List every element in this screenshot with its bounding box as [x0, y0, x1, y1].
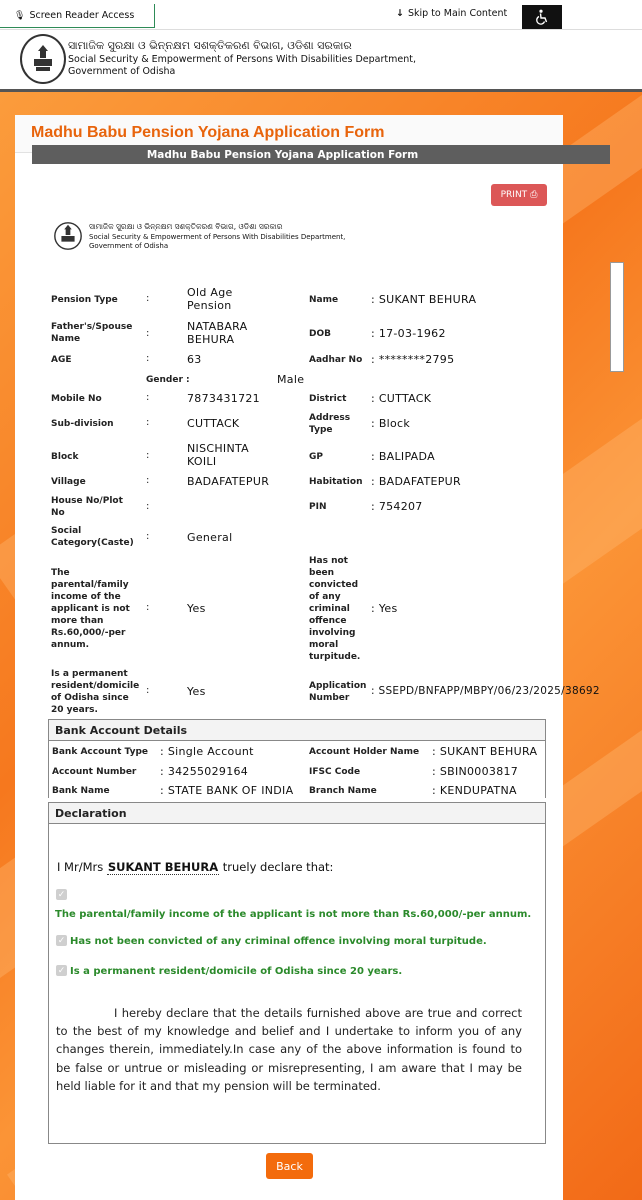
address-type-label: Address Type	[309, 413, 351, 435]
subdivision-value: CUTTACK	[187, 417, 240, 430]
declaration-text-1: The parental/family income of the applicant is not more than Rs.60,000/-per annum.	[55, 909, 532, 920]
gp-value: : BALIPADA	[371, 450, 435, 463]
printer-icon: ⎙	[530, 190, 538, 200]
pension-type-label: Pension Type	[51, 295, 118, 305]
father-name-value: NATABARA BEHURA	[187, 320, 248, 346]
pin-value: : 754207	[371, 500, 423, 513]
district-value: : CUTTACK	[371, 392, 432, 405]
declarant-name: SUKANT BEHURA	[107, 860, 219, 874]
father-name-label: Father's/Spouse Name	[51, 322, 133, 344]
age-value: 63	[187, 353, 202, 366]
gender-label: Gender :	[146, 375, 190, 385]
age-label: AGE	[51, 355, 72, 365]
ifsc-label: IFSC Code	[309, 767, 361, 777]
criminal-value: : Yes	[371, 602, 398, 615]
form-emblem-logo	[53, 220, 89, 256]
resident-label: Is a permanent resident/domicile of Odisha since 20 years.	[51, 669, 140, 715]
form-header: Madhu Babu Pension Yojana Application Form	[32, 145, 610, 164]
pin-label: PIN	[309, 502, 327, 512]
bank-account-type-value: : Single Account	[160, 745, 254, 758]
dob-label: DOB	[309, 329, 331, 339]
form-dept-odia: ସାମାଜିକ ସୁରକ୍ଷା ଓ ଭିନ୍ନକ୍ଷମ ସଶକ୍ତିକରଣ ବିଭାଗ, ଓଡିଶା ସରକାର	[89, 222, 283, 231]
resident-value: Yes	[187, 685, 206, 698]
block-label: Block	[51, 452, 79, 462]
application-number-value: : SSEPD/BNFAPP/MBPY/06/23/2025/38692	[371, 685, 600, 697]
scrollbar[interactable]	[610, 262, 624, 372]
declaration-text-3: Is a permanent resident/domicile of Odisha since 20 years.	[70, 966, 403, 977]
screen-reader-link[interactable]: 🎙 Screen Reader Access	[0, 4, 155, 28]
pension-type-value: Old Age Pension	[187, 286, 233, 312]
declaration-checkbox-2[interactable]: ✓	[57, 935, 66, 946]
village-value: BADAFATEPUR	[187, 475, 270, 488]
bank-section-title: Bank Account Details	[48, 719, 546, 741]
aadhar-label: Aadhar No	[309, 355, 363, 365]
declaration-section-title: Declaration	[48, 802, 546, 824]
accessibility-bar	[0, 0, 642, 30]
branch-name-value: : KENDUPATNA	[432, 784, 517, 797]
account-number-value: : 34255029164	[160, 765, 249, 778]
application-number-label: Application Number	[309, 681, 367, 703]
caste-label: Social Category(Caste)	[51, 526, 134, 548]
department-header	[0, 30, 642, 92]
account-number-label: Account Number	[52, 767, 137, 777]
gender-value: Male	[277, 373, 305, 386]
income-label: The parental/family income of the applicant is not more than Rs.60,000/-per annum.	[51, 568, 130, 650]
department-name-english: Social Security & Empowerment of Persons With Disabilities Department, Government of Odisha	[68, 54, 416, 77]
criminal-label: Has not been convicted of any criminal offence involving moral turpitude.	[309, 556, 361, 662]
village-label: Village	[51, 477, 86, 487]
declaration-intro: I Mr/Mrs SUKANT BEHURA truely declare that:	[57, 860, 334, 874]
form-dept-english: Social Security & Empowerment of Persons With Disabilities Department, Government of Odisha	[89, 233, 346, 250]
ifsc-value: : SBIN0003817	[432, 765, 519, 778]
house-no-label: House No/Plot No	[51, 496, 123, 518]
department-name-odia: ସାମାଜିକ ସୁରକ୍ଷା ଓ ଭିନ୍ନକ୍ଷମ ସଶକ୍ତିକରଣ ବିଭାଗ, ଓଡିଶା ସରକାର	[68, 39, 352, 52]
declaration-checkbox-1[interactable]: ✓	[57, 889, 66, 900]
odisha-emblem-logo	[20, 34, 66, 84]
district-label: District	[309, 394, 347, 404]
subdivision-label: Sub-division	[51, 419, 114, 429]
account-holder-label: Account Holder Name	[309, 747, 420, 757]
name-label: Name	[309, 295, 339, 305]
caste-value: General	[187, 531, 233, 544]
block-value: NISCHINTA KOILI	[187, 442, 249, 468]
declaration-checkbox-3[interactable]: ✓	[57, 965, 66, 976]
aadhar-value: : ********2795	[371, 353, 455, 366]
account-holder-value: : SUKANT BEHURA	[432, 745, 538, 758]
income-value: Yes	[187, 602, 206, 615]
address-type-value: : Block	[371, 417, 411, 430]
skip-to-main-link[interactable]: ↓ Skip to Main Content	[396, 8, 508, 19]
dob-value: : 17-03-1962	[371, 327, 446, 340]
bank-account-type-label: Bank Account Type	[52, 747, 149, 757]
mobile-value: 7873431721	[187, 392, 260, 405]
branch-name-label: Branch Name	[309, 786, 377, 796]
bank-name-label: Bank Name	[52, 786, 110, 796]
habitation-label: Habitation	[309, 477, 363, 487]
page-title: Madhu Babu Pension Yojana Application Form	[15, 115, 563, 153]
microphone-icon: 🎙	[14, 10, 26, 21]
habitation-value: : BADAFATEPUR	[371, 475, 461, 488]
print-button[interactable]: PRINT ⎙	[491, 184, 547, 206]
arrow-down-icon: ↓	[396, 8, 404, 19]
wheelchair-icon	[534, 9, 550, 25]
back-button[interactable]: Back	[266, 1153, 313, 1179]
accessibility-button[interactable]	[522, 5, 562, 29]
bank-name-value: : STATE BANK OF INDIA	[160, 784, 294, 797]
declaration-text-2: Has not been convicted of any criminal offence involving moral turpitude.	[70, 936, 487, 947]
name-value: : SUKANT BEHURA	[371, 293, 477, 306]
declaration-paragraph: I hereby declare that the details furnished above are true and correct to the best of my knowledge and belief and I undertake to inform you of any changes therein, immediately.In case any of the above information is found to be false or untrue or misleading or misrepresenting, I am aware that I may be held liable for it and that my pension will be terminated.	[56, 1006, 522, 1093]
gp-label: GP	[309, 452, 323, 462]
mobile-label: Mobile No	[51, 394, 102, 404]
